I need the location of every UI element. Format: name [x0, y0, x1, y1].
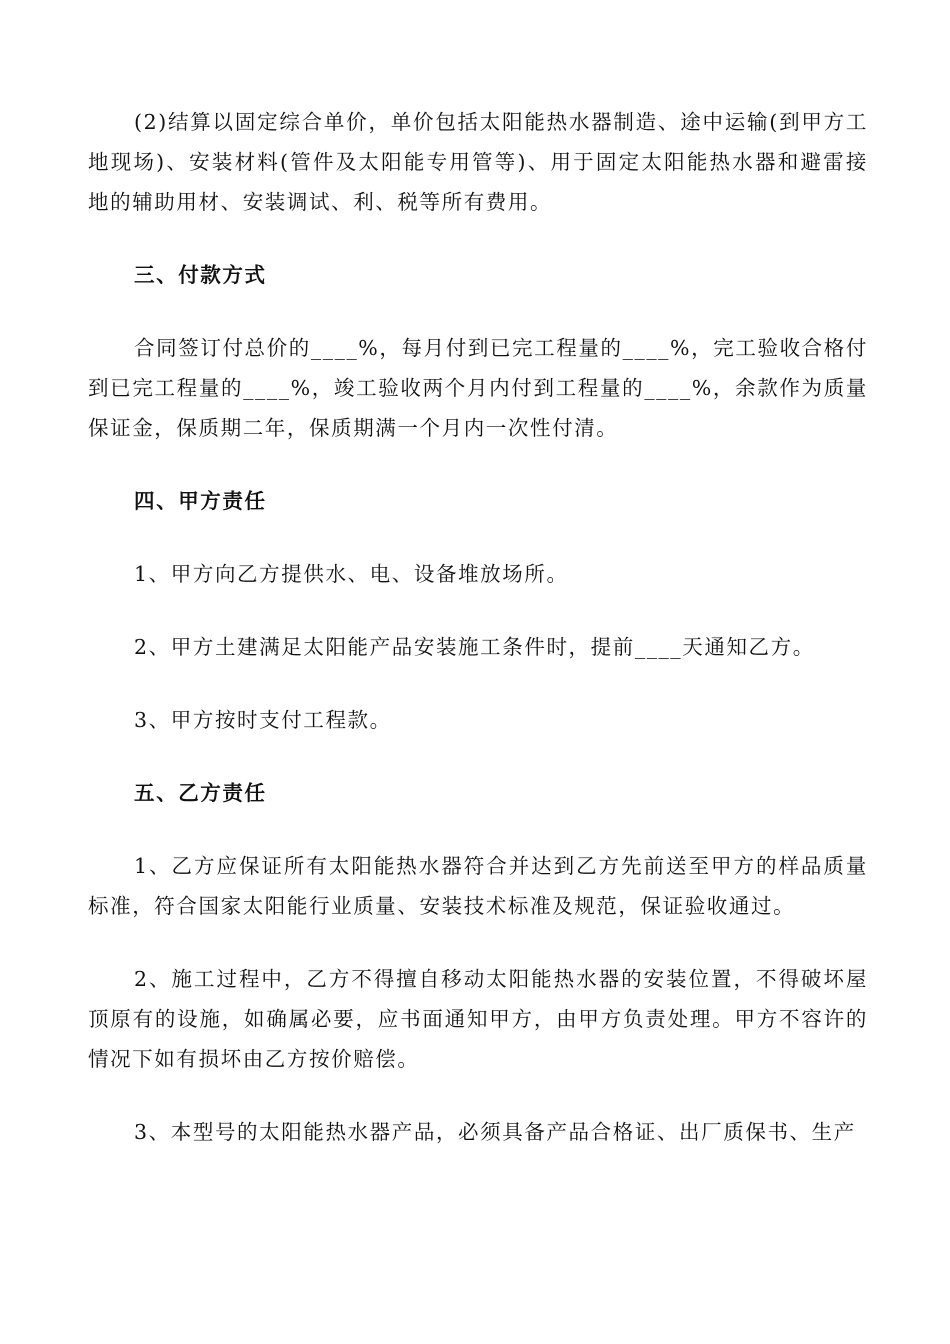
- paragraph-party-b-duty-3: 3、本型号的太阳能热水器产品，必须具备产品合格证、出厂质保书、生产: [134, 1120, 856, 1144]
- document-body: [88, 102, 868, 1152]
- paragraph-settlement-terms: (2)结算以固定综合单价，单价包括太阳能热水器制造、途中运输(到甲方工地现场)、安装材料(管件及太阳能专用管等)、用于固定太阳能热水器和避雷接地的辅助用材、安装调试、利、税等所有费用。: [88, 110, 868, 214]
- section-heading-party-a-duties: 四、甲方责任: [134, 489, 267, 513]
- paragraph-party-a-duty-1: 1、甲方向乙方提供水、电、设备堆放场所。: [134, 562, 569, 586]
- paragraph-payment-schedule: 合同签订付总价的____%，每月付到已完工程量的____%，完工验收合格付到已完工程量的____%，竣工验收两个月内付到工程量的____%，余款作为质量保证金，保质期二年，保质期满一个月内一次性付清。: [88, 336, 868, 440]
- paragraph-party-b-duty-1: 1、乙方应保证所有太阳能热水器符合并达到乙方先前送至甲方的样品质量标准，符合国家太阳能行业质量、安装技术标准及规范，保证验收通过。: [88, 854, 868, 918]
- paragraph-party-a-duty-2: 2、甲方土建满足太阳能产品安装施工条件时，提前____天通知乙方。: [134, 635, 815, 659]
- paragraph-party-a-duty-3: 3、甲方按时支付工程款。: [134, 708, 392, 732]
- section-heading-party-b-duties: 五、乙方责任: [134, 781, 267, 805]
- section-heading-payment-method: 三、付款方式: [134, 263, 267, 287]
- paragraph-party-b-duty-2: 2、施工过程中，乙方不得擅自移动太阳能热水器的安装位置，不得破坏屋顶原有的设施，如确属必要，应书面通知甲方，由甲方负责处理。甲方不容许的情况下如有损坏由乙方按价赔偿。: [88, 967, 868, 1071]
